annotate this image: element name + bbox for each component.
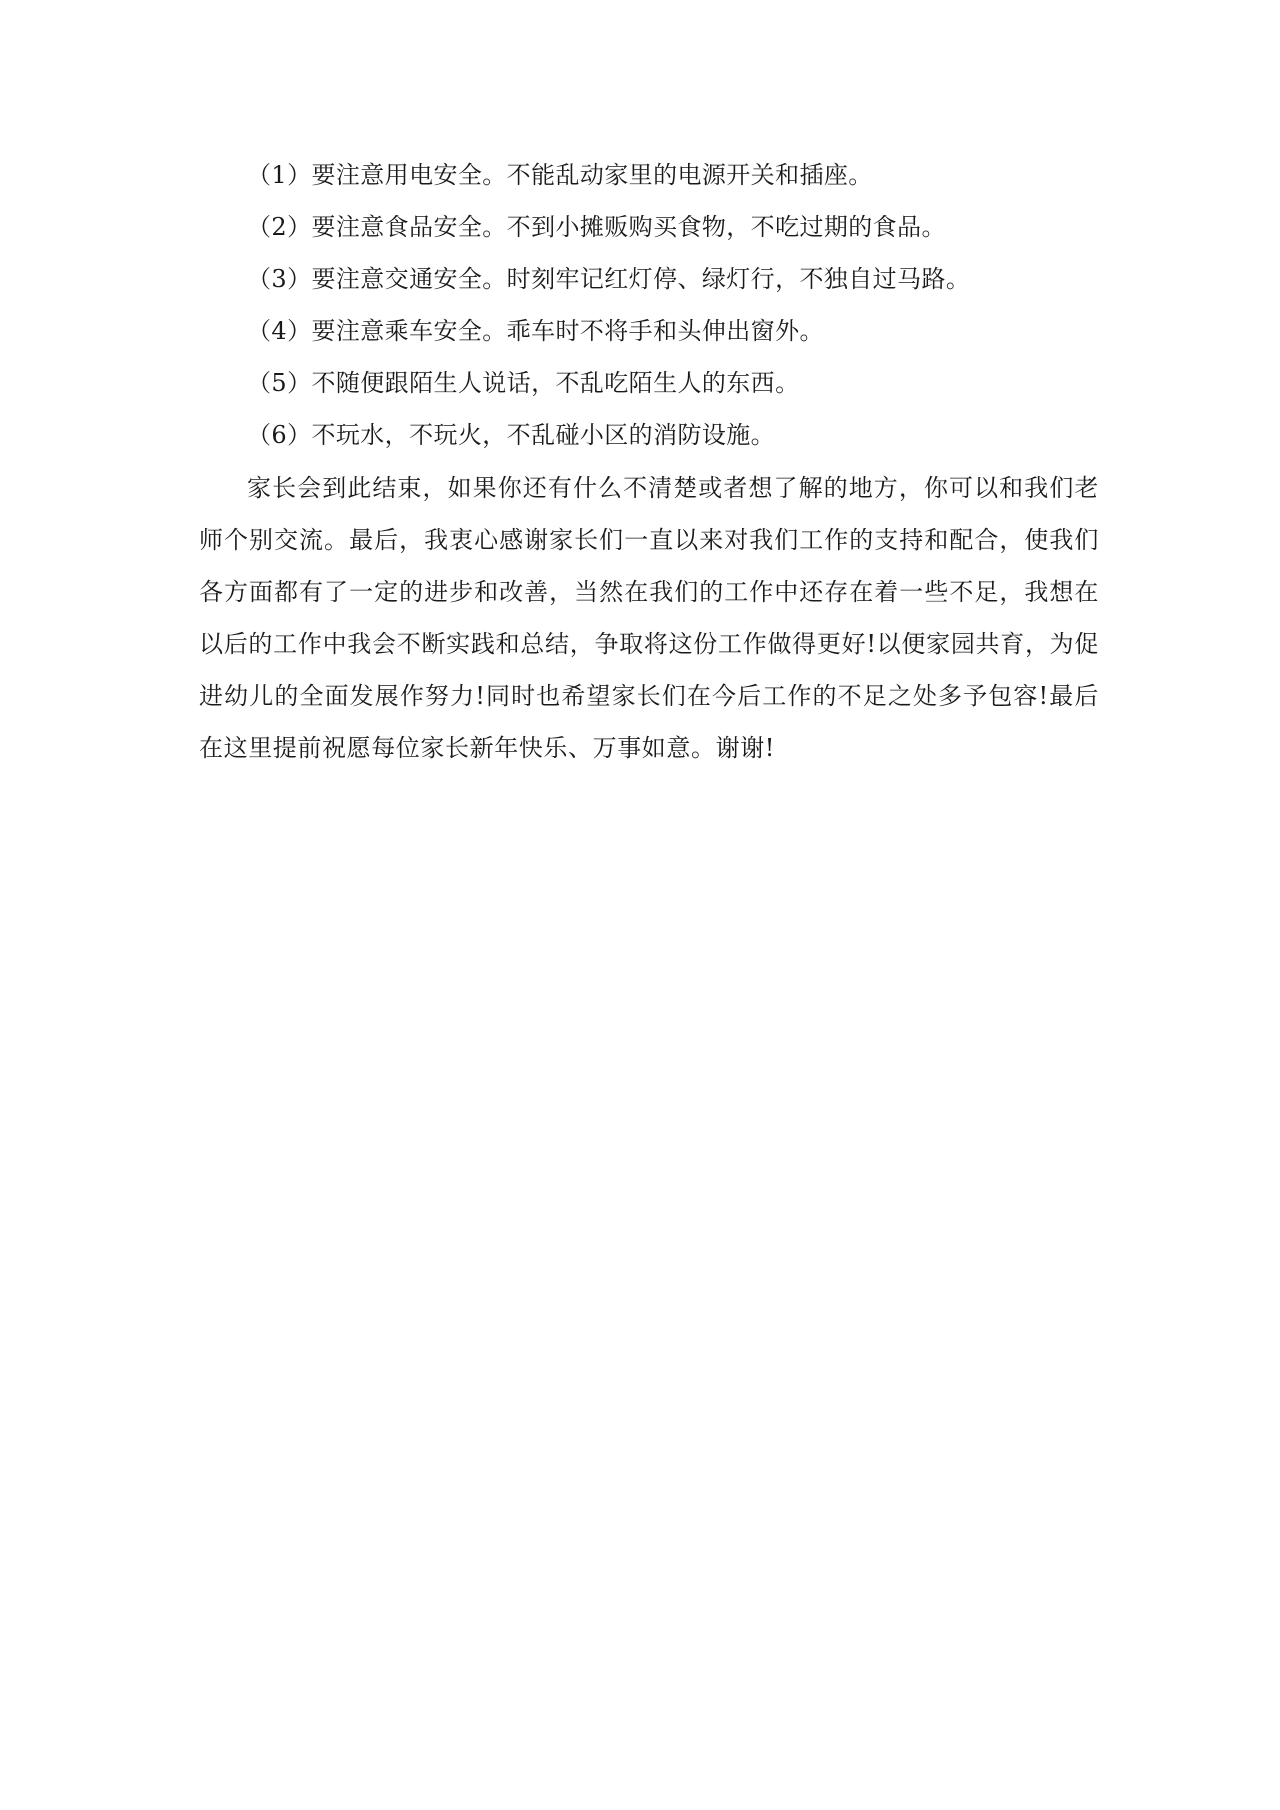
safety-item-5: （5）不随便跟陌生人说话，不乱吃陌生人的东西。 <box>247 369 800 397</box>
safety-item-1: （1）要注意用电安全。不能乱动家里的电源开关和插座。 <box>247 161 873 189</box>
safety-item-4: （4）要注意乘车安全。乖车时不将手和头伸出窗外。 <box>247 317 824 345</box>
document-body <box>199 158 1099 774</box>
safety-item-2: （2）要注意食品安全。不到小摊贩购买食物，不吃过期的食品。 <box>247 213 946 241</box>
safety-item-6: （6）不玩水，不玩火，不乱碰小区的消防设施。 <box>247 421 776 449</box>
closing-paragraph: 家长会到此结束，如果你还有什么不清楚或者想了解的地方，你可以和我们老师个别交流。最后，我衷心感谢家长们一直以来对我们工作的支持和配合，使我们各方面都有了一定的进步和改善，当然在我们的工作中还存在着一些不足，我想在以后的工作中我会不断实践和总结，争取将这份工作做得更好!以便家园共育，为促进幼儿的全面发展作努力!同时也希望家长们在今后工作的不足之处多予包容!最后在这里提前祝愿每位家长新年快乐、万事如意。谢谢! <box>199 474 1099 762</box>
safety-item-3: （3）要注意交通安全。时刻牢记红灯停、绿灯行，不独自过马路。 <box>247 265 971 293</box>
